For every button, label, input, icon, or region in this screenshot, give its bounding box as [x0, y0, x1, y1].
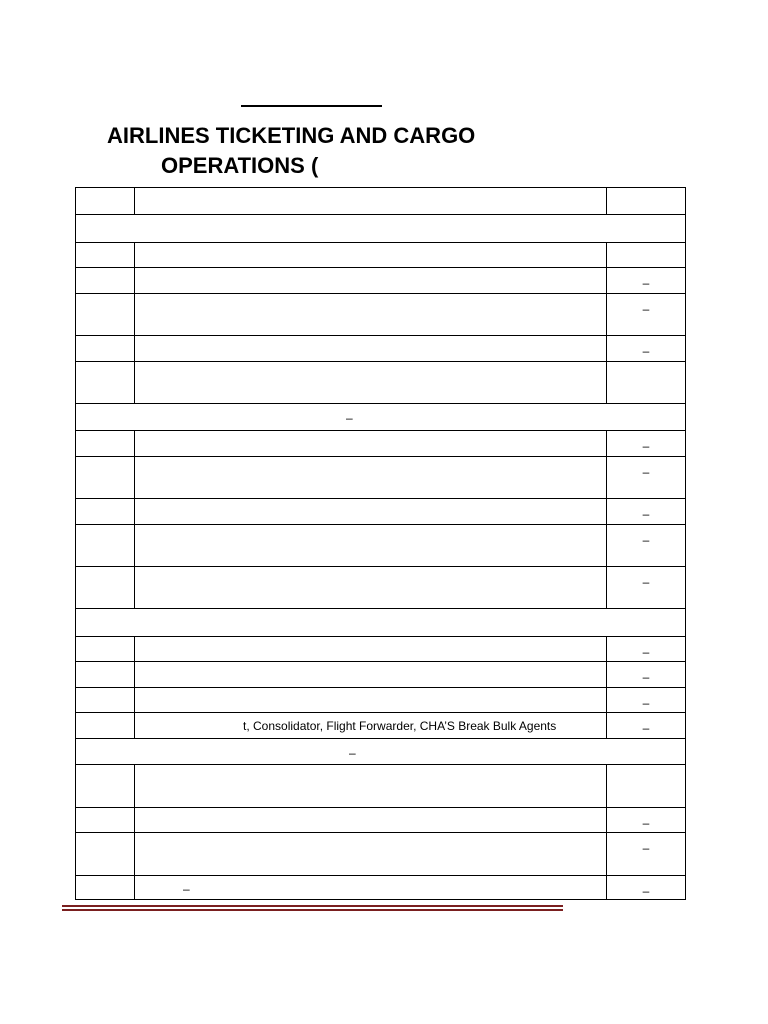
serial-cell: [76, 525, 135, 567]
topic-text: t, Consolidator, Flight Forwarder, CHA’S Break Bulk Agents: [243, 719, 557, 733]
hours-text: [607, 188, 685, 196]
hours-text: –: [642, 721, 650, 735]
topic-cell: [135, 525, 607, 567]
topic-text: –: [183, 882, 190, 896]
title-underline: [241, 105, 382, 107]
hours-cell: [607, 525, 686, 567]
hours-text: –: [642, 465, 650, 479]
table-row: [76, 609, 686, 637]
hours-text: [607, 243, 685, 251]
table-row: [76, 243, 686, 268]
hours-cell: [607, 294, 686, 336]
serial-cell: [76, 833, 135, 876]
table-row: [76, 688, 686, 713]
topic-cell: [135, 765, 607, 808]
section-header-text: –: [349, 746, 356, 760]
hours-text: –: [642, 841, 650, 855]
topic-text: [135, 268, 606, 274]
table-row: [76, 457, 686, 499]
table-row: [76, 833, 686, 876]
table-row: [76, 499, 686, 525]
serial-cell: [76, 765, 135, 808]
topic-text: [135, 808, 606, 814]
topic-text: [135, 188, 606, 194]
serial-cell: [76, 499, 135, 525]
topic-cell: [135, 243, 607, 268]
hours-cell: [607, 362, 686, 404]
topic-text: [135, 457, 606, 463]
hours-cell: [607, 833, 686, 876]
table-row: [76, 739, 686, 765]
hours-text: –: [642, 439, 650, 453]
hours-text: [607, 362, 685, 370]
hours-cell: [607, 243, 686, 268]
serial-cell: [76, 362, 135, 404]
hours-cell: [607, 808, 686, 833]
table-row: [76, 294, 686, 336]
hours-cell: [607, 876, 686, 900]
table-row: [76, 876, 686, 900]
table-row: [76, 765, 686, 808]
hours-text: –: [642, 575, 650, 589]
footer-rule: [62, 905, 563, 911]
topic-text: [135, 637, 606, 643]
hours-text: –: [642, 816, 650, 830]
serial-cell: [76, 688, 135, 713]
topic-text: [135, 294, 606, 300]
section-header-text: –: [346, 411, 353, 425]
serial-cell: [76, 188, 135, 215]
serial-cell: [76, 294, 135, 336]
hours-cell: [607, 765, 686, 808]
table-row: [76, 188, 686, 215]
topic-cell: [135, 688, 607, 713]
hours-text: –: [642, 670, 650, 684]
topic-cell: [135, 294, 607, 336]
section-header-text: [76, 215, 685, 222]
section-header-cell: [76, 215, 686, 243]
topic-cell: [135, 188, 607, 215]
section-header-cell: [76, 739, 686, 765]
topic-text: [135, 362, 606, 368]
topic-cell: [135, 457, 607, 499]
hours-cell: [607, 637, 686, 662]
hours-text: –: [642, 344, 650, 358]
topic-cell: [135, 431, 607, 457]
table-row: [76, 567, 686, 609]
topic-cell: [135, 637, 607, 662]
table-row: [76, 215, 686, 243]
topic-text: [135, 765, 606, 771]
serial-cell: [76, 662, 135, 688]
hours-text: –: [642, 884, 650, 898]
title-line-1: AIRLINES TICKETING AND CARGO: [107, 123, 476, 148]
section-header-cell: [76, 404, 686, 431]
serial-cell: [76, 567, 135, 609]
topic-cell: [135, 336, 607, 362]
hours-text: –: [642, 533, 650, 547]
hours-cell: [607, 431, 686, 457]
hours-text: –: [642, 696, 650, 710]
table-row: [76, 662, 686, 688]
topic-text: [135, 688, 606, 694]
serial-cell: [76, 243, 135, 268]
serial-cell: [76, 637, 135, 662]
topic-cell: [135, 268, 607, 294]
serial-cell: [76, 336, 135, 362]
topic-cell: [135, 567, 607, 609]
topic-cell: [135, 833, 607, 876]
table-row: [76, 336, 686, 362]
topic-cell: [135, 808, 607, 833]
serial-cell: [76, 268, 135, 294]
serial-cell: [76, 713, 135, 739]
topic-text: [135, 336, 606, 342]
document-title: [107, 121, 475, 181]
topic-cell: [135, 876, 607, 900]
hours-cell: [607, 336, 686, 362]
topic-text: [135, 525, 606, 531]
hours-text: –: [642, 302, 650, 316]
table-row: [76, 808, 686, 833]
hours-cell: [607, 688, 686, 713]
hours-cell: [607, 567, 686, 609]
title-line-2: OPERATIONS (: [161, 153, 319, 178]
table-row: [76, 525, 686, 567]
topic-text: [135, 431, 606, 437]
hours-cell: [607, 499, 686, 525]
hours-cell: [607, 662, 686, 688]
topic-text: [135, 243, 606, 249]
hours-cell: [607, 268, 686, 294]
topic-text: [135, 833, 606, 839]
topic-text: [135, 499, 606, 505]
table-row: [76, 431, 686, 457]
hours-cell: [607, 188, 686, 215]
hours-cell: [607, 457, 686, 499]
serial-cell: [76, 808, 135, 833]
serial-cell: [76, 431, 135, 457]
topic-text: [135, 662, 606, 668]
table-row: [76, 268, 686, 294]
topic-text: [135, 567, 606, 573]
hours-text: –: [642, 645, 650, 659]
topic-cell: [135, 499, 607, 525]
serial-cell: [76, 876, 135, 900]
table-row: [76, 404, 686, 431]
hours-text: –: [642, 507, 650, 521]
section-header-cell: [76, 609, 686, 637]
table-row: [76, 713, 686, 739]
topic-cell: [135, 662, 607, 688]
serial-cell: [76, 457, 135, 499]
hours-cell: [607, 713, 686, 739]
topic-cell: [135, 362, 607, 404]
section-header-text: [76, 609, 685, 616]
table-row: [76, 637, 686, 662]
hours-text: [607, 765, 685, 773]
syllabus-table: [75, 187, 686, 900]
hours-text: –: [642, 276, 650, 290]
topic-cell: [135, 713, 607, 739]
table-row: [76, 362, 686, 404]
